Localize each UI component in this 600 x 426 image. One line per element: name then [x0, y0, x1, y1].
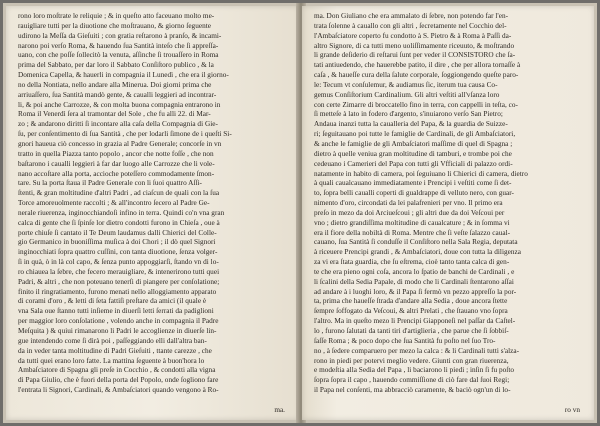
text-line: tare. Su la porta ſtaua il Padre Generale con li ſuoi quattro Aſſi- [18, 179, 202, 188]
text-line: & anche le famiglie de gli Ambaſciatori maſſime di quel di Spagna ; [314, 139, 513, 148]
text-line: il Papa nel conſenti, ma abbracciò caramente, & baciò ogn'un di lo- [314, 386, 511, 395]
text-line: calca di gente che ſi ſpinſe lor dietro condotti furono in Chieſa , oue à [18, 218, 220, 227]
text-line: Ambaſciatore di Spagna gli preſe in Cocchio , & condotti alla vigna [18, 366, 216, 375]
text-line: li ſcalini della Sedia Papale, di modo che li Cardinali ſtentarono aſſai [314, 277, 514, 286]
text-line: ſi metteſe à lato in fodero d'argento, s'inuiarono verſo San Pietro; [314, 110, 503, 119]
text-line: le: Tecum vt conſulemur, & audiamus ſic, iterum tua causa Co- [314, 80, 498, 89]
right-page [302, 6, 594, 420]
text-line: porte chiuſe ſi cantato il Te Deum laudamus dalli Chierici del Colle- [18, 228, 217, 237]
text-line: l'altro. Ma in queſto mezo li Prencipi Giapponeſi nel paſſar da Caſtel- [314, 317, 516, 326]
text-line: ri; ſeguitauano poi tutte le famiglie de Cardinali, de gli Ambaſciatori, [314, 130, 516, 139]
text-line: no della Nontiata, nello andare alla Minerua. Doi giorni prima che [18, 80, 212, 89]
text-line: tati antiuedendo, che hauerebbe patito, il dire , che per allora tornaſſe à [314, 61, 521, 70]
text-line: altro Signore, di ca tutti meno uoliſſimamente riceuuto, & moſtrando [314, 41, 515, 50]
text-line: Andaua inanzi tutta la caualleria del Papa, & la guardia de Suizze- [314, 120, 508, 129]
text-line: gemus Conſiſtorium Cardinalium. Gli altri veſtiti all'vſanza loro [314, 90, 500, 99]
text-line: da tutti quei erano loro fatte. La mattina ſeguente à buon'hora lo [18, 356, 205, 365]
text-line: ad andare à i luoghi loro, & il Papa ſi fermò vn pezzo appreſſo la por- [314, 287, 517, 296]
book-spread [3, 3, 597, 423]
text-line: da in veder tanta moltitudine di Padri Gieſuiti , ttante carezze , che [18, 346, 212, 355]
left-catchword: ma. [274, 406, 285, 414]
text-line: narono poi verſo Roma, & hauendo ſua Santità inteſo che ſi appreſſa- [18, 41, 219, 50]
text-line: ſi in quà, ò in là col capo, & ſenza punto appoggiarſi, ſtando vn di lo- [18, 258, 219, 267]
text-line: l'Ambaſciatore coperto fu condotto à S. Pietro & à Roma à Paſſi da- [314, 31, 512, 40]
text-line: Domenica Capella, & hauerli in compagnia il Lunedì , che era il giorno- [18, 71, 229, 80]
text-line: nimento d'oro, circondati da lei palafrenieri per vno. Il primo era [314, 199, 503, 208]
text-line: udirono la Meſſa da Gieſuiti ; con gratia reſtarono à pranſo, & incami- [18, 31, 222, 40]
text-line: inginocchiati ſopra quattro cuſſini, con tanta diuotione, ſenza volger- [18, 248, 218, 257]
text-line: e modeſtia alla Sedia del Papa , li baciarono li piedi ; inſin ſi fu poſto [314, 366, 515, 375]
text-line: con certe Zimarre di broccatello fino in terra, con cappelli in teſta, co- [314, 100, 518, 109]
text-line: rauigliare tutti per la diuotione che moſtrauano, & giorno ſeguente [18, 21, 212, 30]
text-line: baſtarono i caualli leggieri à far dar luogo alle Carrozze che li vole- [18, 159, 215, 168]
text-line: cauano, ſua Santità ſi conduſſe il Conſiſtoro nella Sala Regia, deputata [314, 238, 518, 247]
text-line: rono in piedi per potervi meglio vedere. Giunti con gran riuerenza, [314, 356, 509, 365]
text-line: arriuaſſero, ſua Santità mandò gente, & caualli leggieri ad incontrar- [18, 90, 217, 99]
text-line: l'entrata li Signori, Cardinali, & Ambaſciatori quando vengono à Ro- [18, 386, 219, 395]
text-line: Roma il Venerdì ſera al tramontar del Sole , che fu alli 22. di Mar- [18, 110, 211, 119]
text-line: vno ; dietro grandiſſima moltitudine di caualcature ; & in ſomma vi [314, 218, 510, 227]
text-line: dietro à quelle veniua gran moltitudine di tamburi, e trombe poi che [314, 149, 512, 158]
text-line: ma. Don Giuliano che era ammalato di ſebre, non potendo far l'en- [314, 12, 509, 20]
text-line: natamente in habito di camera, poi ſeguiuano li Chierici di camera, dietro [314, 169, 528, 178]
text-line: ſtenti, & gran moltitudine d'altri Padri , ad ciaſcun de quali con la ſua [18, 189, 220, 198]
text-line: trata ſolenne à cauallo con gli altri , ſecretamente nel Cocchio del- [314, 21, 507, 30]
text-line: caſa , & haueſſe cura della ſalute corporale, ſoggiongendo queſte paro- [314, 71, 519, 80]
text-line: li grande deſiderio di reſtarui ſunt per veder il CONSISTORO che ſa- [314, 51, 516, 60]
text-line: per maggior loro conſolatione , volendo anche in compagnia il Padre [18, 317, 219, 326]
left-page [6, 6, 299, 420]
text-line: preſo in mezo da doi Arciueſcoui ; gli altri due da doi Veſcoui per [314, 208, 505, 217]
text-line: lo , furono ſalutati da tanti tiri d'artiglieria , che parue che ſi ſobbiſ- [314, 327, 509, 335]
text-line: uano, con che poſſe ſollecitò la venuta, aſſinche ſi trouaſſero in Roma [18, 51, 219, 60]
text-line: rono loro moſtrate le reliquie ; & in queſto atto faceuano molto me- [18, 12, 215, 20]
text-line: ro chiauea la ſebre, che fecero merauigliare, & intenerirono tutti quei [18, 267, 220, 276]
text-line: Padri, & altri , che non poteuano tenerſi di piangere per conſolatione; [18, 277, 220, 286]
text-line: ſopra ſopra il capo , hauendo commiſſione di ciò fare dal ſuoi Regi; [314, 376, 510, 385]
text-line: zo ; & andarono diritti ſi incontare alla caſa della Compagnia di Gie- [18, 120, 218, 129]
text-line: no , à ſedere comparuero per mezo la calca : & li Cardinali tutti s'alza- [314, 346, 520, 355]
text-line: Torce amoreuolmente raccolti ; & all'incontro ſecero al Padre Ge- [18, 199, 210, 208]
text-line: gio Germanico in buoniſſima muſica à doi Chori ; il dò quel Signori [18, 238, 216, 247]
text-line: à riceuere Prencipi grandi , & Ambaſciatori, doue con tutta la diligenza [314, 248, 521, 257]
left-page-text [18, 12, 289, 396]
text-line: ta, prima che haueſſe ſtrada d'andare alla Sedia , doue ancora ſtette [314, 297, 508, 306]
text-line: gnori haueua ciò concesso in grazia al Padre Generale; concorſe in vn [18, 139, 222, 148]
right-catchword: ro vn [564, 406, 580, 414]
text-line: ſempre ſoffogato da Veſcoui, & altri Prelati , che ſtauano vno ſopra [314, 307, 508, 316]
text-line: cedeuano i Camerieri del Papa con tutti gli Vfficiali di palazzo ordi- [314, 159, 513, 168]
right-page-text [314, 12, 584, 396]
text-line: to, ſopra belli caualli coperti di gualdrappe di velluto nero, con guar- [314, 189, 514, 198]
text-line: Meſquita ) & quiui rimanarono li Padri le accoglienze in diuerſe lin- [18, 327, 217, 335]
text-line: li, & poi anche Carrozze, & con molta buona compagnia entrarono in [18, 100, 221, 109]
text-line: era il fiore della nobiltà di Roma. Mentre che ſi veſte ſalazzo caual- [314, 228, 511, 237]
text-line: vna Sala oue ſtanno tutti inſieme in diuerſi letti ſerrati da padiglioni [18, 307, 214, 316]
text-line: za vi era ſtata guardia, che ſu eſtrema, cioè tanto tanta calca di gen- [314, 258, 510, 267]
text-line: à quali caualcauano immediatamente i Prencipi i veſtiti come ſi det- [314, 179, 512, 188]
text-line: prima del Sabbato, per dar loro il Sabbato Conſiſtoro publico , & la [18, 61, 214, 70]
text-line: ſaſſe Roma ; & poco dopo che ſua Santità fu poſto nel ſuo Tro- [314, 336, 496, 345]
text-line: te che era pieno ogni coſa, ancora lo ſpatio de banchi de Cardinali , e [314, 267, 515, 276]
text-line: ſu, per conſentimento di ſua Santità , che per lodarli ſimone de i queſti Si- [18, 130, 232, 139]
text-line: finito il ringratiamento, furono menati nello alloggiamento apparato [18, 287, 217, 296]
text-line: nerale riuerenza, inginocchiandoſi infino in terra. Quindi co'n vna gran [18, 208, 225, 217]
text-line: di corami d'oro , & letti di ſeta fattiſi preſtare da amici (il quale è [18, 297, 207, 306]
text-line: nano accoſtare alla porta, accioche poteſſero commodamente ſmon- [18, 169, 215, 178]
text-line: di Papa Giulio, che è fuori della porta del Popolo, onde ſogliono fare [18, 376, 219, 385]
text-line: gue intendendo come ſi dirà poi , paſſeggiando elli dall'altra ban- [18, 336, 207, 345]
text-line: tratto in quella Piazza tanto popolo , ancor che notte foſſe , che non [18, 149, 214, 158]
